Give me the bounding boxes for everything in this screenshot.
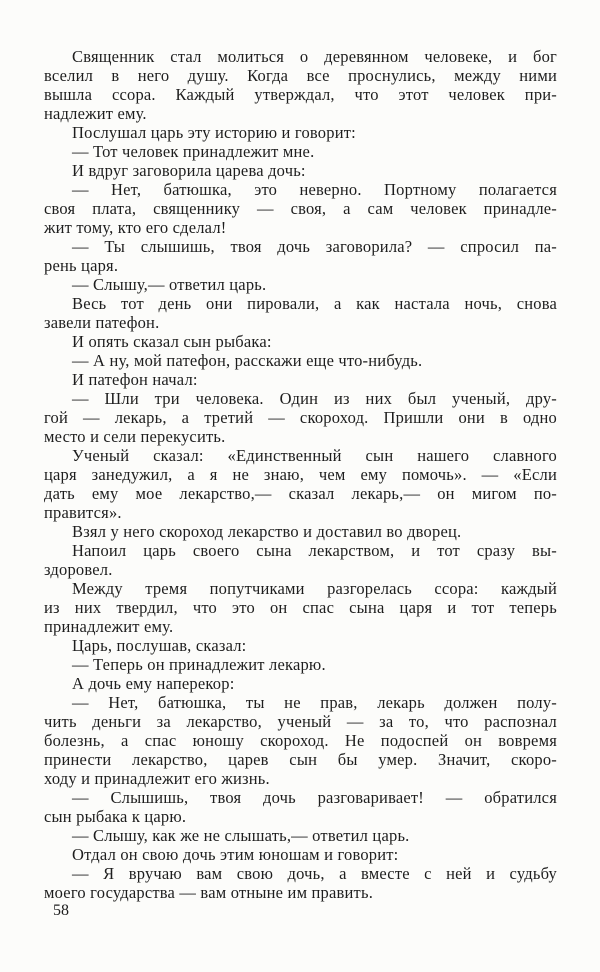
text-line: И опять сказал сын рыбака: <box>72 332 272 351</box>
text-line: чить деньги за лекарство, ученый — за то, что распознал <box>44 712 557 731</box>
text-line: Послушал царь эту историю и говорит: <box>72 123 356 142</box>
text-line: Между тремя попутчиками разгорелась ссора: каждый <box>72 579 557 598</box>
text-line: сын рыбака к царю. <box>44 807 187 826</box>
text-line: своя плата, священнику — своя, а сам человек принадле- <box>44 199 557 218</box>
text-line: — Ты слышишь, твоя дочь заговорила? — спросил па- <box>72 237 557 256</box>
text-line: — Шли три человека. Один из них был ученый, дру- <box>72 389 557 408</box>
text-line: Взял у него скороход лекарство и доставил во дворец. <box>72 522 462 541</box>
text-line: Отдал он свою дочь этим юношам и говорит: <box>72 845 399 864</box>
text-line: рень царя. <box>44 256 119 275</box>
text-line: — Слышу,— ответил царь. <box>72 275 267 294</box>
text-line: моего государства — вам отныне им править. <box>44 883 374 902</box>
text-line: дать ему мое лекарство,— сказал лекарь,— он мигом по- <box>44 484 557 503</box>
text-line: И патефон начал: <box>72 370 198 389</box>
text-line: А дочь ему наперекор: <box>72 674 235 693</box>
text-line: Ученый сказал: «Единственный сын нашего славного <box>72 446 557 465</box>
page-number: 58 <box>53 902 69 919</box>
text-line: надлежит ему. <box>44 104 147 123</box>
text-line: место и сели перекусить. <box>44 427 226 446</box>
text-line: гой — лекарь, а третий — скороход. Пришли они в одно <box>44 408 557 427</box>
text-line: Весь тот день они пировали, а как настала ночь, снова <box>72 294 557 313</box>
text-line: — Слышу, как же не слышать,— ответил царь. <box>72 826 410 845</box>
text-line: Напоил царь своего сына лекарством, и тот сразу вы- <box>72 541 557 560</box>
text-line: — Тот человек принадлежит мне. <box>72 142 315 161</box>
text-line: здоровел. <box>44 560 113 579</box>
text-line: — Нет, батюшка, это неверно. Портному полагается <box>72 180 557 199</box>
text-line: Священник стал молиться о деревянном человеке, и бог <box>72 47 557 66</box>
text-line: болезнь, а спас юношу скороход. Не подоспей он вовремя <box>44 731 557 750</box>
text-line: И вдруг заговорила царева дочь: <box>72 161 306 180</box>
text-line: — А ну, мой патефон, расскажи еще что-нибудь. <box>72 351 423 370</box>
text-line: царя занедужил, а я не знаю, чем ему помочь». — «Если <box>44 465 557 484</box>
text-line: правится». <box>44 503 122 522</box>
text-line: из них твердил, что это он спас сына царя и тот теперь <box>44 598 557 617</box>
text-line: вышла ссора. Каждый утверждал, что этот человек при- <box>44 85 557 104</box>
page-text <box>44 47 557 902</box>
text-line: жит тому, кто его сделал! <box>44 218 227 237</box>
text-line: принадлежит ему. <box>44 617 174 636</box>
text-line: ходу и принадлежит его жизнь. <box>44 769 270 788</box>
text-line: — Я вручаю вам свою дочь, а вместе с ней и судьбу <box>72 864 557 883</box>
text-line: — Нет, батюшка, ты не прав, лекарь должен полу- <box>72 693 557 712</box>
text-line: вселил в него душу. Когда все проснулись, между ними <box>44 66 557 85</box>
text-line: Царь, послушав, сказал: <box>72 636 247 655</box>
text-line: — Теперь он принадлежит лекарю. <box>72 655 326 674</box>
text-line: завели патефон. <box>44 313 160 332</box>
text-line: — Слышишь, твоя дочь разговаривает! — обратился <box>72 788 557 807</box>
text-line: принести лекарство, царев сын бы умер. Значит, скоро- <box>44 750 557 769</box>
